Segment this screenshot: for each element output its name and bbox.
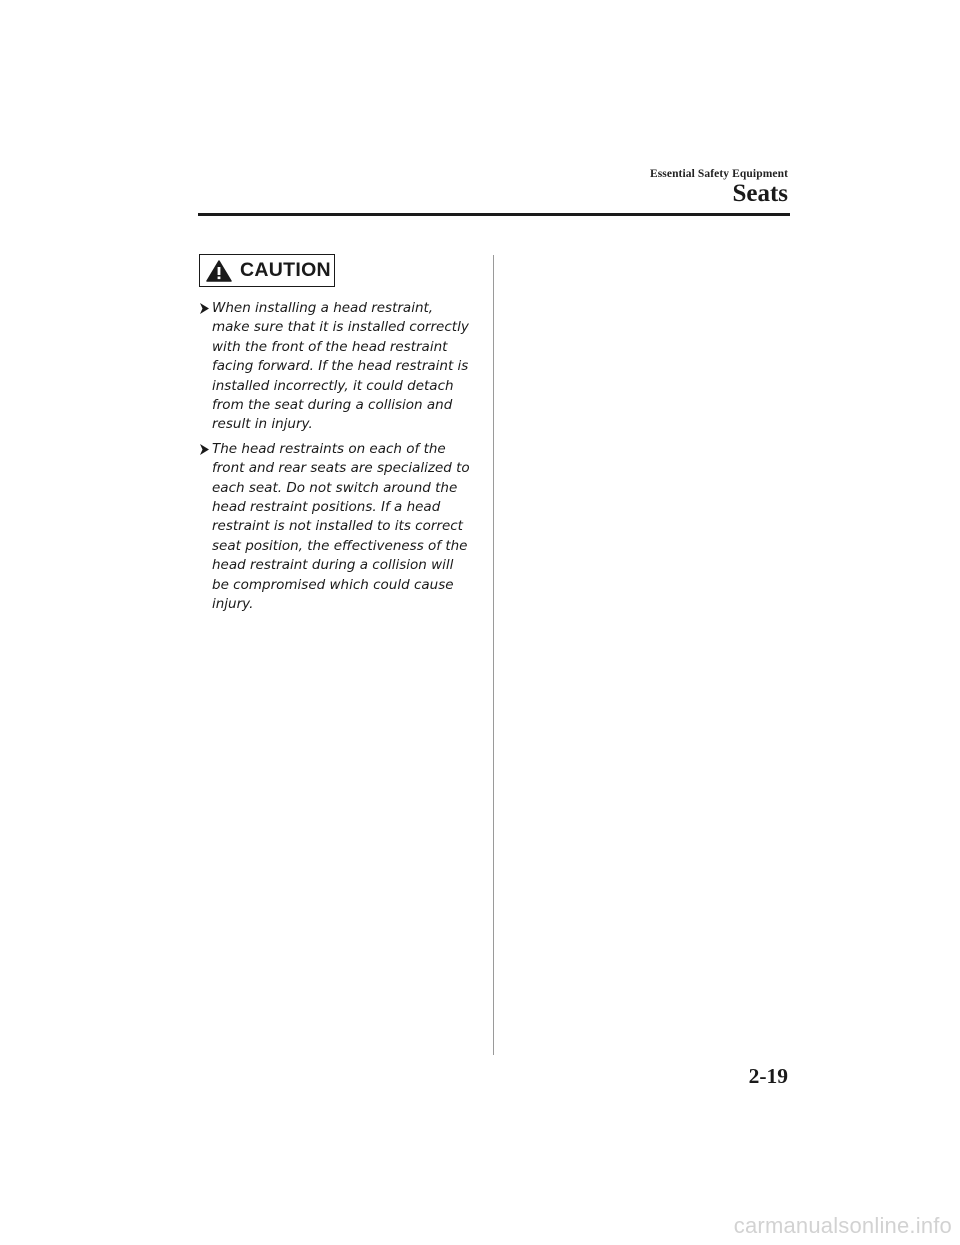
page-number: 2-19 <box>748 1064 788 1088</box>
caution-label: CAUTION <box>240 259 331 281</box>
warning-triangle-icon <box>206 260 232 282</box>
list-item <box>199 299 471 435</box>
section-header: Essential Safety Equipment <box>649 168 788 180</box>
arrow-bullet-icon <box>199 302 210 315</box>
list-item-text: When installing a head restraint, make sure that it is installed correctly with the front of the head restraint facing forward. If the head restraint is installed incorrectly, it could detach from the seat during a collision and result in injury. <box>212 300 469 433</box>
page-title: Seats <box>732 180 788 207</box>
caution-banner <box>199 254 335 287</box>
column-divider <box>493 255 494 1055</box>
list-item-text: The head restraints on each of the front and rear seats are specialized to each seat. Do not switch around the head restraint positions. If a head restraint is not installed to its correct seat position, the effectiveness of the head restraint during a collision will be compromised which could cause injury. <box>212 440 470 613</box>
header-rule <box>198 213 790 216</box>
caution-list <box>199 299 471 620</box>
watermark: carmanualsonline.info <box>733 1213 952 1238</box>
list-item <box>199 440 471 615</box>
arrow-bullet-icon <box>199 443 210 456</box>
